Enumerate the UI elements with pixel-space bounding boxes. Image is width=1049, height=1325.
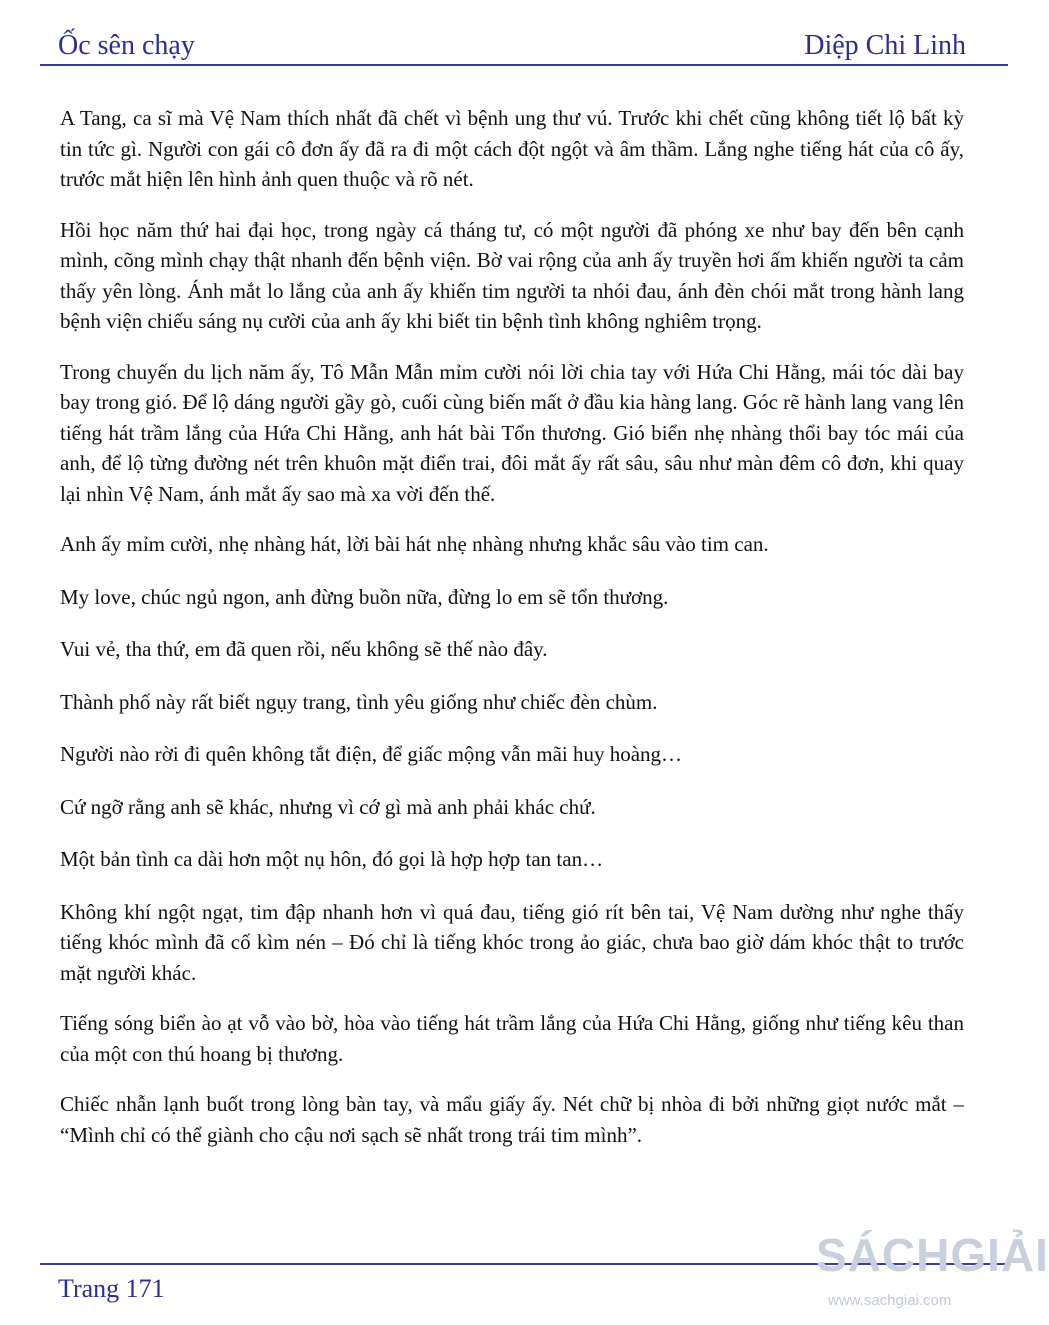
header-divider: [40, 64, 1008, 66]
paragraph: Trong chuyến du lịch năm ấy, Tô Mẫn Mẫn mỉm cười nói lời chia tay với Hứa Chi Hằng, mái tóc dài bay bay trong gió. Để lộ dáng người gầy gò, cuối cùng biến mất ở đầu kia hàng lang. Góc rẽ hành lang vang lên tiếng hát trầm lắng của Hứa Chi Hằng, anh hát bài Tổn thương. Gió biển nhẹ nhàng thổi bay tóc mái của anh, để lộ từng đường nét trên khuôn mặt điển trai, đôi mắt ấy rất sâu, sâu như màn đêm cô đơn, khi quay lại nhìn Vệ Nam, ánh mắt ấy sao mà xa vời đến thế.: [60, 359, 964, 506]
lyric-line: Thành phố này rất biết ngụy trang, tình yêu giống như chiếc đèn chùm.: [60, 689, 658, 714]
watermark-url: www.sachgiai.com: [828, 1292, 952, 1309]
page-body: [60, 103, 964, 1170]
paragraph: A Tang, ca sĩ mà Vệ Nam thích nhất đã chết vì bệnh ung thư vú. Trước khi chết cũng không tiết lộ bất kỳ tin tức gì. Người con gái cô đơn ấy đã ra đi một cách đột ngột và âm thầm. Lắng nghe tiếng hát của cô ấy, trước mắt hiện lên hình ảnh quen thuộc và rõ nét.: [60, 106, 964, 191]
paragraph: Chiếc nhẫn lạnh buốt trong lòng bàn tay, và mẩu giấy ấy. Nét chữ bị nhòa đi bởi những giọt nước mắt – “Mình chỉ có thể giành cho cậu nơi sạch sẽ nhất trong trái tim mình”.: [60, 1092, 964, 1147]
page-header: [58, 22, 966, 62]
lyric-line: Một bản tình ca dài hơn một nụ hôn, đó gọi là hợp hợp tan tan…: [60, 847, 604, 871]
paragraph: Không khí ngột ngạt, tim đập nhanh hơn vì quá đau, tiếng gió rít bên tai, Vệ Nam dường như nghe thấy tiếng khóc mình đã cố kìm nén – Đó chỉ là tiếng khóc trong ảo giác, chưa bao giờ dám khóc thật to trước mặt người khác.: [60, 899, 964, 985]
lyric-line: Người nào rời đi quên không tắt điện, để giấc mộng vẫn mãi huy hoàng…: [60, 742, 683, 766]
author-name: Diệp Chi Linh: [804, 30, 966, 61]
book-title: Ốc sên chạy: [58, 30, 195, 61]
page-number: Trang 171: [58, 1274, 165, 1303]
watermark-logo: [808, 1228, 1049, 1323]
lyric-line: Cứ ngỡ rằng anh sẽ khác, nhưng vì cớ gì mà anh phải khác chứ.: [60, 794, 596, 819]
paragraph: Anh ấy mỉm cười, nhẹ nhàng hát, lời bài hát nhẹ nhàng nhưng khắc sâu vào tim can.: [60, 532, 769, 556]
lyric-line: My love, chúc ngủ ngon, anh đừng buồn nữa, đừng lo em sẽ tổn thương.: [60, 584, 669, 609]
paragraph: Tiếng sóng biển ào ạt vỗ vào bờ, hòa vào tiếng hát trầm lắng của Hứa Chi Hằng, giống như tiếng kêu than của một con thú hoang bị thương.: [60, 1011, 964, 1066]
paragraph: Hồi học năm thứ hai đại học, trong ngày cá tháng tư, có một người đã phóng xe như bay đến bên cạnh mình, cõng mình chạy thật nhanh đến bệnh viện. Bờ vai rộng của anh ấy truyền hơi ấm khiến người ta cảm thấy yên lòng. Ánh mắt lo lắng của anh ấy khiến tim người ta nhói đau, ánh đèn chói mắt trong hành lang bệnh viện chiếu sáng nụ cười của anh ấy khi biết tin bệnh tình không nghiêm trọng.: [60, 217, 964, 333]
watermark-logo-text: SÁCHGIẢI: [816, 1229, 1049, 1281]
lyric-line: Vui vẻ, tha thứ, em đã quen rồi, nếu không sẽ thế nào đây.: [60, 637, 548, 661]
